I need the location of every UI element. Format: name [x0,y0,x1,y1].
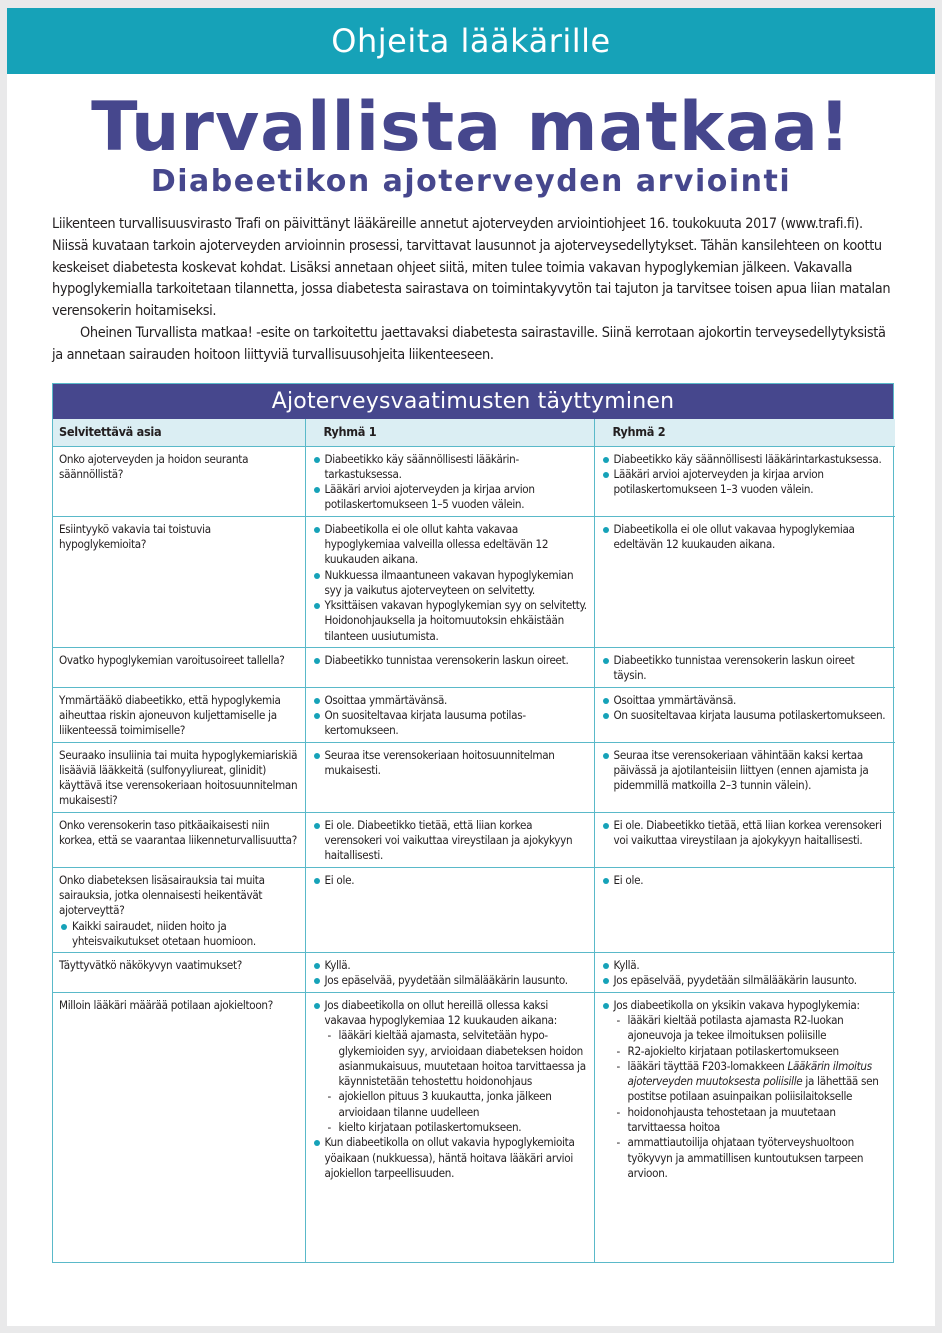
group-2-cell [594,812,895,867]
table-row [53,953,895,993]
list-item: Diabeetikko tunnistaa verensokerin laskun oireet täysin. [601,653,890,684]
list-item: Kyllä. [601,958,890,973]
table-row [53,742,895,812]
list-item-text: Jos diabeetikolla on yksikin vakava hypoglykemia: [613,997,860,1012]
sub-list-text: lääkäri täyttää F203-lomakkeen [627,1058,788,1073]
list-item: Kaikki sairaudet, niiden hoito ja yhteisvaikutukset otetaan huomioon. [59,919,299,950]
list-item: Seuraa itse verensokeriaan hoitosuunnitelman mukaisesti. [312,748,588,779]
list-item: Kun diabeetikolla on ollut vakavia hypoglykemioita yöaikaan (nukkuessa), häntä hoitava lääkäri arvioi ajokiellon tarpeellisuuden. [312,1135,588,1181]
group-1-cell [305,992,594,1262]
list-item: Yksittäisen vakavan hypoglykemian syy on selvitetty. Hoidonohjauksella ja hoitomuutoksin ehkäistään tilanteen uusiutumista. [312,598,588,644]
sub-list-text: ja lähettää sen postitse potilaan asuinpaikan poliisilaitokselle [627,1074,879,1104]
page-subtitle: Diabeetikon ajoterveyden arviointi [150,164,792,199]
list-item: Kyllä. [312,958,588,973]
list-item: Diabeetikko käy säännöllisesti lääkärintarkastuksessa. [312,452,588,483]
group-1-cell [305,953,594,993]
list-item: Nukkuessa ilmaantuneen vakavan hypoglykemian syy ja vaikutus ajoterveyteen on selvitetty. [312,568,588,599]
requirements-table [52,383,894,1263]
table-row [53,516,895,647]
list-item-text: Jos diabeetikolla on ollut hereillä ollessa kaksi vakavaa hypoglykemiaa 12 kuukauden aikana: [324,997,557,1027]
table-row [53,687,895,742]
list-item: Ei ole. [601,873,890,888]
form-title: Lääkärin ilmoitus ajoterveyden muutoksesta poliisille [627,1058,872,1089]
table-header-row [53,419,895,446]
list-item: Ei ole. Diabeetikko tietää, että liian korkea verensokeri voi vaikuttaa vireystilaan ja ajokykyyn haitallisesti. [601,818,890,849]
list-item: Lääkäri arvioi ajoterveyden ja kirjaa arvion potilaskertomukseen 1–5 vuoden välein. [312,482,588,513]
group-1-cell [305,867,594,952]
table-row [53,992,895,1262]
list-item: On suositeltavaa kirjata lausuma potilaskertomukseen. [601,708,890,723]
sub-list-item: - lääkäri kieltää potilasta ajamasta R2-luokan ajoneuvoja ja tekee ilmoituksen poliisille [614,1013,890,1044]
sub-list-item: - ajokiellon pituus 3 kuukautta, jonka jälkeen arvioidaan tilanne uudelleen [325,1089,588,1120]
table-row [53,446,895,516]
list-item: On suositeltavaa kirjata lausuma potilaskertomukseen. [312,708,588,739]
group-1-cell [305,812,594,867]
group-2-cell [594,648,895,688]
group-2-cell [594,446,895,516]
table-row [53,867,895,952]
intro-text [52,214,897,367]
list-item: Diabeetikolla ei ole ollut vakavaa hypoglykemiaa edeltävän 12 kuukauden aikana. [601,522,890,553]
list-item: Diabeetikko käy säännöllisesti lääkärintarkastuksessa. [601,452,890,467]
group-2-cell [594,516,895,647]
group-2-cell [594,953,895,993]
group-2-cell [594,742,895,812]
question-cell: Täyttyvätkö näkökyvyn vaatimukset? [53,953,305,993]
group-2-cell [594,992,895,1262]
header-band-text: Ohjeita lääkärille [331,22,611,60]
list-item: Seuraa itse verensokeriaan vähintään kaksi kertaa päivässä ja ajotilanteisiin liittyen (ennen ajamista ja pidemmillä matkoilla 2–3 tunnin välein). [601,748,890,794]
table-title: Ajoterveysvaatimusten täyttyminen [53,384,893,419]
list-item: Jos epäselvää, pyydetään silmälääkärin lausunto. [601,973,890,988]
group-2-cell [594,867,895,952]
group-1-cell [305,446,594,516]
column-header-question: Selvitettävä asia [53,419,305,446]
sub-list-item: - ammattiautoilija ohjataan työterveyshuoltoon työkyvyn ja ammatillisen kuntoutuksen tarpeen arvioon. [614,1135,890,1181]
column-header-group-2: Ryhmä 2 [594,419,895,446]
question-cell: Esiintyykö vakavia tai toistuvia hypoglykemioita? [53,516,305,647]
table-row [53,648,895,688]
question-cell: Ymmärtääkö diabeetikko, että hypoglykemia aiheuttaa riskin ajoneuvon kuljettamiselle ja liikenteessä toimimiselle? [53,687,305,742]
sub-list-item: - R2-ajokielto kirjataan potilaskertomukseen [614,1044,890,1059]
document-page [7,8,935,1326]
list-item: Diabeetikko tunnistaa verensokerin laskun oireet. [312,653,588,668]
list-item: Diabeetikolla ei ole ollut kahta vakavaa hypoglykemiaa valveilla ollessa edeltävän 12 kuukauden aikana. [312,522,588,568]
group-1-cell [305,648,594,688]
question-cell: Seuraako insuliinia tai muita hypoglykemiariskiä lisääviä lääkkeitä (sulfonyyliureat, glinidit) käyttävä itse verensokeriaan hoitosuunnitelman mukaisesti? [53,742,305,812]
header-band [7,8,935,74]
sub-list-item: - hoidonohjausta tehostetaan ja muutetaan tarvittaessa hoitoa [614,1105,890,1136]
group-1-cell [305,742,594,812]
question-cell: Milloin lääkäri määrää potilaan ajokieltoon? [53,992,305,1262]
list-item: Lääkäri arvioi ajoterveyden ja kirjaa arvion potilaskertomukseen 1–3 vuoden välein. [601,467,890,498]
list-item: Ei ole. Diabeetikko tietää, että liian korkea verensokeri voi vaikuttaa vireystilaan ja ajokykyyn haitallisesti. [312,818,588,864]
group-2-cell [594,687,895,742]
page-title: Turvallista matkaa! [91,88,851,167]
column-header-group-1: Ryhmä 1 [305,419,594,446]
group-1-cell [305,516,594,647]
list-item [312,998,588,1136]
question-cell: Ovatko hypoglykemian varoitusoireet tallella? [53,648,305,688]
question-cell: Onko verensokerin taso pitkäaikaisesti niin korkea, että se vaarantaa liikenneturvallisuutta? [53,812,305,867]
list-item: Ei ole. [312,873,588,888]
question-cell [53,867,305,952]
question-cell: Onko ajoterveyden ja hoidon seuranta säännöllistä? [53,446,305,516]
list-item: Jos epäselvää, pyydetään silmälääkärin lausunto. [312,973,588,988]
requirements-grid [53,419,895,1262]
list-item: Osoittaa ymmärtävänsä. [312,693,588,708]
table-row [53,812,895,867]
list-item [601,998,890,1182]
intro-paragraph: Liikenteen turvallisuusvirasto Trafi on päivittänyt lääkäreille annetut ajoterveyden arviointiohjeet 16. toukokuuta 2017 (www.trafi.fi). Niissä kuvataan tarkoin ajoterveyden arvioinnin prosessi, tarvittavat lausunnot ja ajoterveysedellytykset. Tähän kansilehteen on koottu keskeiset diabetesta koskevat kohdat. Lisäksi annetaan ohjeet siitä, miten tulee toimia vakavan hypoglykemian jälkeen. Vakavalla hypoglykemialla tarkoitetaan tilannetta, jossa diabetesta sairastava on toimintakyvytön tai tajuton ja tarvitsee toisen apua liian matalan verensokerin hoitamiseksi. [52,216,891,320]
group-1-cell [305,687,594,742]
sub-list-item [614,1059,890,1105]
list-item: Osoittaa ymmärtävänsä. [601,693,890,708]
sub-list-item: - lääkäri kieltää ajamasta, selvitetään hypoglykemioiden syy, arvioidaan diabeteksen hoidon asianmukaisuus, muutetaan hoitoa tarvittaessa ja käynnistetään tehostettu hoidonohjaus [325,1028,588,1089]
question-text: Onko diabeteksen lisäsairauksia tai muita sairauksia, jotka olennaisesti heikentävät ajoterveyttä? [59,872,265,918]
sub-list-item: - kielto kirjataan potilaskertomukseen. [325,1120,588,1135]
intro-paragraph: Oheinen Turvallista matkaa! -esite on tarkoitettu jaettavaksi diabetesta sairastaville. Siinä kerrotaan ajokortin terveysedellytyksistä ja annetaan sairauden hoitoon liittyviä turvallisuusohjeita liikenteeseen. [52,324,886,363]
